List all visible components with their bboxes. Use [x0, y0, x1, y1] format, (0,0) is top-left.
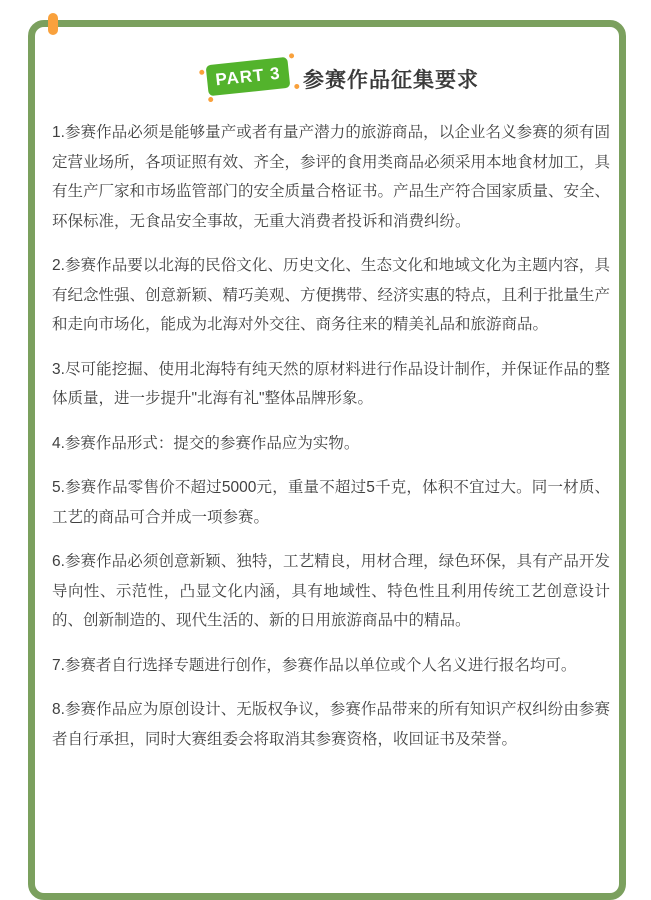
part-badge-label: PART 3 [214, 63, 282, 89]
accent-pill-icon [48, 13, 58, 35]
requirement-paragraph-4: 4.参赛作品形式：提交的参赛作品应为实物。 [52, 434, 360, 452]
requirement-paragraph-2: 2.参赛作品要以北海的民俗文化、历史文化、生态文化和地域文化为主题内容，具有纪念性强、创意新颖、精巧美观、方便携带、经济实惠的特点，且利于批量生产和走向市场化，能成为北海对外交往、商务往来的精美礼品和旅游商品。 [52, 257, 611, 333]
requirement-paragraph-5: 5.参赛作品零售价不超过5000元，重量不超过5千克，体积不宜过大。同一材质、工艺的商品可合并成一项参赛。 [52, 479, 610, 526]
requirement-paragraph-1: 1.参赛作品必须是能够量产或者有量产潜力的旅游商品，以企业名义参赛的须有固定营业场所，各项证照有效、齐全，参评的食用类商品必须采用本地食材加工，具有生产厂家和市场监管部门的安全质量合格证书。产品生产符合国家质量、安全、环保标准，无食品安全事故，无重大消费者投诉和消费纠纷。 [52, 124, 611, 230]
requirement-paragraph-3: 3.尽可能挖掘、使用北海特有纯天然的原材料进行作品设计制作，并保证作品的整体质量，进一步提升"北海有礼"整体品牌形象。 [52, 360, 610, 407]
section-title: 参赛作品征集要求 [303, 69, 479, 92]
requirement-paragraph-7: 7.参赛者自行选择专题进行创作，参赛作品以单位或个人名义进行报名均可。 [52, 656, 577, 674]
requirement-paragraph-6: 6.参赛作品必须创意新颖、独特，工艺精良，用材合理，绿色环保，具有产品开发导向性、示范性，凸显文化内涵，具有地域性、特色性且利用传统工艺创意设计的、创新制造的、现代生活的、新的日用旅游商品中的精品。 [52, 553, 610, 629]
requirement-paragraph-8: 8.参赛作品应为原创设计、无版权争议，参赛作品带来的所有知识产权纠纷由参赛者自行承担，同时大赛组委会将取消其参赛资格，收回证书及荣誉。 [52, 701, 610, 748]
requirements-text-block [52, 118, 610, 769]
